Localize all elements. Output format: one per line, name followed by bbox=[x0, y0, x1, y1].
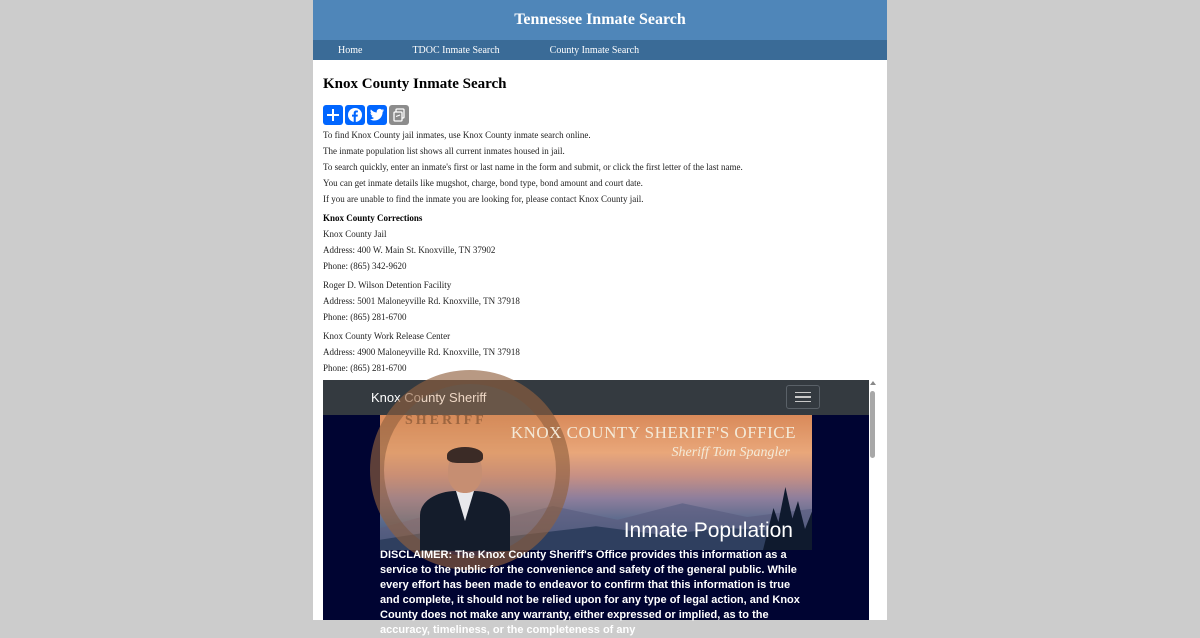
facebook-icon bbox=[347, 107, 363, 123]
sheriff-banner bbox=[380, 415, 812, 550]
facility-address: Address: 4900 Maloneyville Rd. Knoxville, TN 37918 bbox=[323, 347, 520, 357]
nav-tdoc-search-link[interactable]: TDOC Inmate Search bbox=[412, 44, 500, 56]
office-name: KNOX COUNTY SHERIFF'S OFFICE bbox=[510, 423, 796, 442]
disclaimer-text: DISCLAIMER: The Knox County Sheriff's Office provides this information as a service to the public for the convenience and safety of the general public. While every effort has been made to endeavor to confirm that this information is true and complete, it should not be relied upon for any type of legal action, and Knox County does not make any warranty, either expressed or implied, as to the accuracy, timeliness, or the completeness of any bbox=[380, 549, 800, 636]
embed-brand-link[interactable]: Knox County Sheriff bbox=[371, 390, 487, 405]
embed-scrollbar[interactable] bbox=[869, 380, 877, 620]
intro-line: To search quickly, enter an inmate's first or last name in the form and submit, or click the first letter of the last name. bbox=[323, 162, 743, 172]
copy-link-icon bbox=[392, 108, 406, 122]
intro-line: The inmate population list shows all current inmates housed in jail. bbox=[323, 146, 565, 156]
twitter-icon bbox=[369, 108, 385, 122]
intro-line: If you are unable to find the inmate you are looking for, please contact Knox County jail. bbox=[323, 194, 644, 204]
facility-name: Knox County Jail bbox=[323, 229, 387, 239]
sheriff-name: Sheriff Tom Spangler bbox=[671, 445, 790, 460]
share-twitter-button[interactable] bbox=[367, 105, 387, 125]
intro-line: You can get inmate details like mugshot, charge, bond type, bond amount and court date. bbox=[323, 178, 643, 188]
site-title[interactable]: Tennessee Inmate Search bbox=[514, 11, 686, 28]
page-title: Knox County Inmate Search bbox=[323, 76, 507, 92]
facility-block bbox=[323, 328, 877, 376]
main-content bbox=[313, 60, 887, 376]
scrollbar-thumb[interactable] bbox=[870, 391, 875, 458]
facility-name: Roger D. Wilson Detention Facility bbox=[323, 280, 452, 290]
facility-phone: Phone: (865) 342-9620 bbox=[323, 261, 407, 271]
facility-phone: Phone: (865) 281-6700 bbox=[323, 363, 407, 373]
main-nav bbox=[313, 40, 887, 60]
share-facebook-button[interactable] bbox=[345, 105, 365, 125]
facility-block bbox=[323, 277, 877, 325]
share-plus-button[interactable] bbox=[323, 105, 343, 125]
facility-phone: Phone: (865) 281-6700 bbox=[323, 312, 407, 322]
sheriff-photo bbox=[418, 445, 510, 550]
share-bar bbox=[323, 105, 877, 125]
nav-county-search-link[interactable]: County Inmate Search bbox=[549, 44, 640, 56]
site-header bbox=[313, 0, 887, 40]
facility-address: Address: 5001 Maloneyville Rd. Knoxville, TN 37918 bbox=[323, 296, 520, 306]
page-container bbox=[313, 0, 887, 636]
badge-text: SHERIFF bbox=[405, 413, 487, 428]
hamburger-icon bbox=[795, 392, 811, 394]
facility-address: Address: 400 W. Main St. Knoxville, TN 37902 bbox=[323, 245, 496, 255]
inmate-population-heading: Inmate Population bbox=[623, 519, 793, 542]
facility-name: Knox County Work Release Center bbox=[323, 331, 451, 341]
corrections-heading: Knox County Corrections bbox=[323, 213, 423, 223]
plus-icon bbox=[326, 108, 340, 122]
sheriff-embed-frame[interactable] bbox=[323, 380, 869, 636]
facility-block bbox=[323, 226, 877, 274]
menu-toggle-button[interactable] bbox=[786, 385, 820, 409]
intro-line: To find Knox County jail inmates, use Knox County inmate search online. bbox=[323, 130, 591, 140]
intro-text bbox=[323, 127, 877, 207]
scroll-up-arrow-icon[interactable] bbox=[870, 381, 876, 385]
share-copy-link-button[interactable] bbox=[389, 105, 409, 125]
nav-home-link[interactable]: Home bbox=[338, 44, 363, 56]
